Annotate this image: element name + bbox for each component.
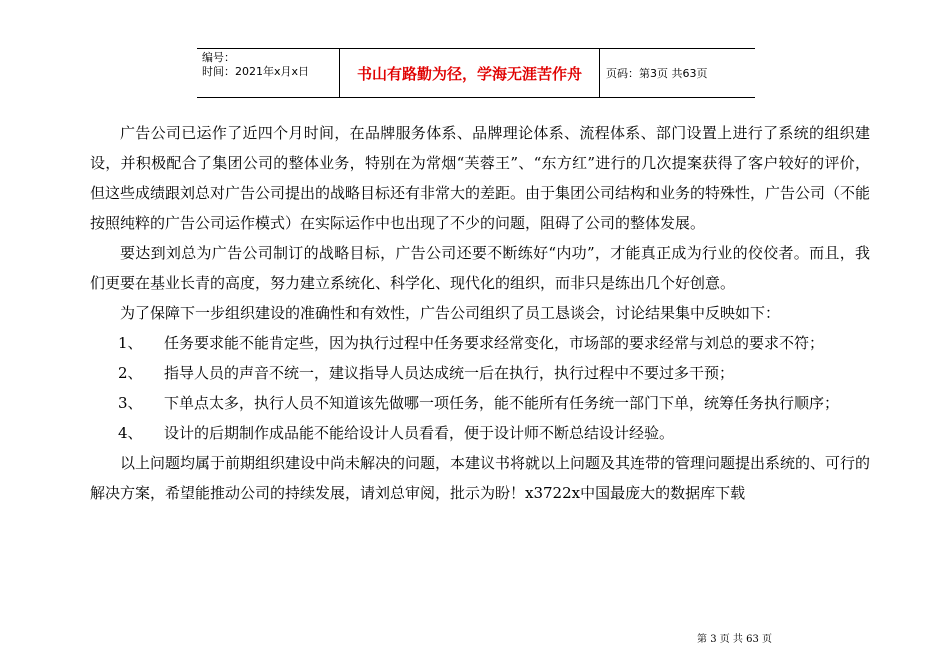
list-item-text: 指导人员的声音不统一，建议指导人员达成统一后在执行，执行过程中不要过多干预； xyxy=(164,364,735,382)
paragraph-2: 要达到刘总为广告公司制订的战略目标，广告公司还要不断练好“内功”，才能真正成为行业的佼佼者。而且，我们更要在基业长青的高度，努力建立系统化、科学化、现代化的组织，而非只是练出几个好创意。 xyxy=(90,244,870,292)
list-item-text: 设计的后期制作成品能不能给设计人员看看，便于设计师不断总结设计经验。 xyxy=(164,424,675,442)
paragraph-1: 广告公司已运作了近四个月时间，在品牌服务体系、品牌理论体系、流程体系、部门设置上进行了系统的组织建设，并积极配合了集团公司的整体业务，特别在为常烟“芙蓉王”、“东方红”进行的几次提案获得了客户较好的评价，但这些成绩跟刘总对广告公司提出的战略目标还有非常大的差距。由于集团公司结构和业务的特殊性，广告公司（不能按照纯粹的广告公司运作模式）在实际运作中也出现了不少的问题，阻碍了公司的整体发展。 xyxy=(90,124,871,232)
header-meta-cell xyxy=(197,49,340,97)
page-header xyxy=(197,48,755,98)
serial-label: 编号： xyxy=(202,51,235,64)
list-item xyxy=(90,418,870,448)
list-item-number: 2、 xyxy=(118,364,143,382)
page-footer: 第 3 页 共 63 页 xyxy=(697,634,772,645)
paragraph-3: 为了保障下一步组织建设的准确性和有效性，广告公司组织了员工恳谈会，讨论结果集中反映如下： xyxy=(120,304,781,322)
list-item-text: 下单点太多，执行人员不知道该先做哪一项任务，能不能所有任务统一部门下单，统筹任务执行顺序； xyxy=(164,394,840,412)
closing-paragraph: 以上问题均属于前期组织建设中尚未解决的问题，本建议书将就以上问题及其连带的管理问题提出系统的、可行的解决方案，希望能推动公司的持续发展，请刘总审阅，批示为盼！x3722x中国最庞大的数据库下载 xyxy=(90,454,871,502)
list-item xyxy=(90,388,870,418)
list-item-number: 4、 xyxy=(118,424,143,442)
document-body xyxy=(90,118,870,508)
time-label: 时间：2021年x月x日 xyxy=(202,65,310,78)
header-motto: 书山有路勤为径，学海无涯苦作舟 xyxy=(340,49,600,97)
list-item-number: 3、 xyxy=(118,394,143,412)
header-page-info: 页码：第3页 共63页 xyxy=(606,67,708,80)
list-item-number: 1、 xyxy=(118,334,143,352)
list-item-text: 任务要求能不能肯定些，因为执行过程中任务要求经常变化，市场部的要求经常与刘总的要求不符； xyxy=(164,334,825,352)
list-item xyxy=(90,328,870,358)
list-item xyxy=(90,358,870,388)
